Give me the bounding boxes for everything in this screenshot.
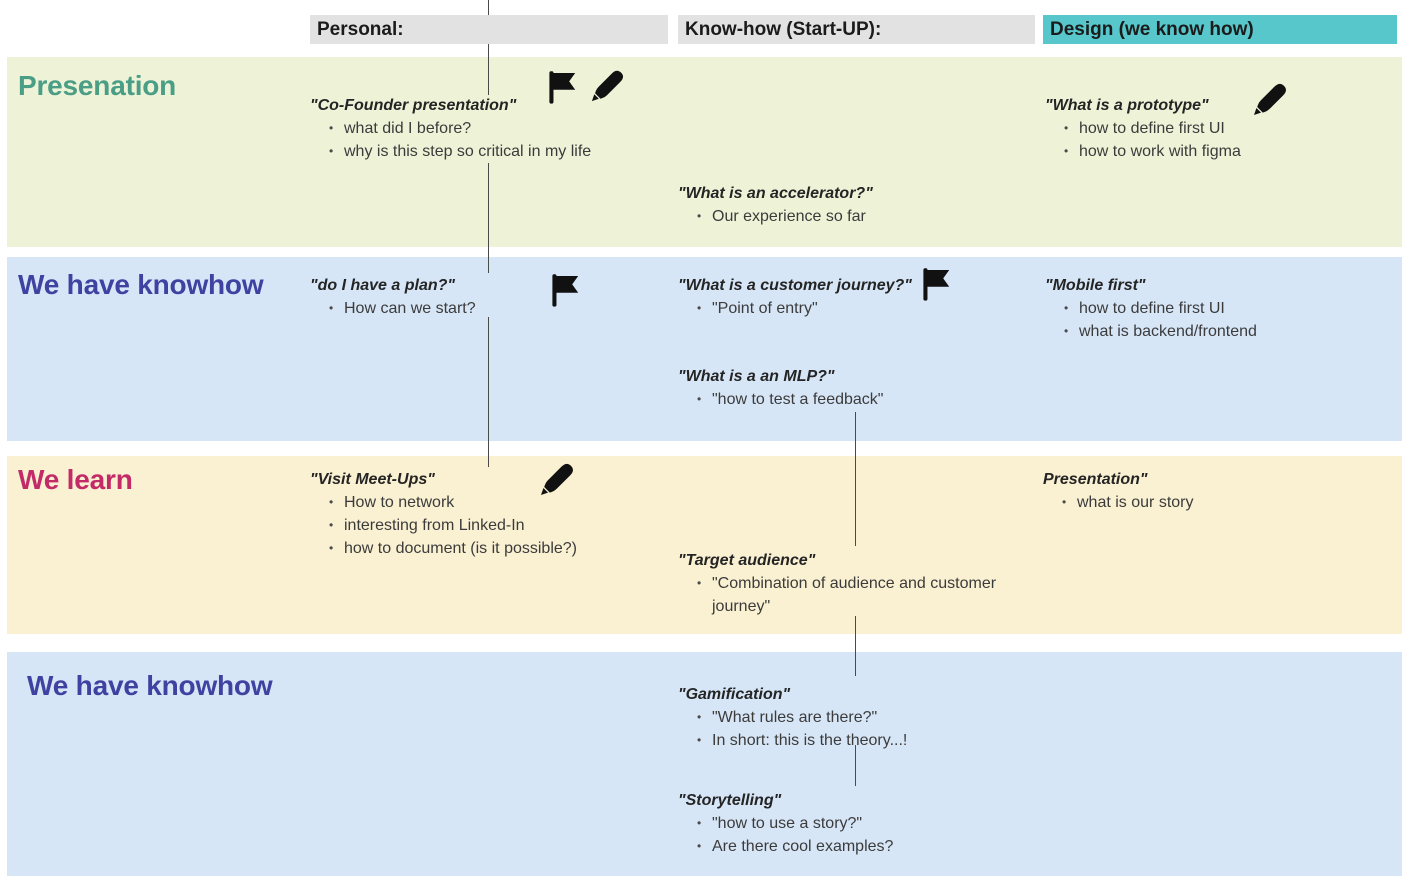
card-do-i-have-a-plan[interactable] — [310, 275, 476, 320]
flag-icon[interactable] — [549, 273, 581, 309]
flag-icon[interactable] — [920, 267, 952, 303]
column-header-know-how[interactable]: Know-how (Start-UP): — [678, 15, 1035, 44]
card-title: "What is an accelerator?" — [678, 185, 873, 202]
bullet-list — [1045, 297, 1257, 343]
bullet-item: • How to network — [344, 491, 577, 514]
card-what-is-a-prototype[interactable] — [1045, 95, 1241, 163]
bullet-item: • In short: this is the theory...! — [712, 729, 907, 752]
card-title: "What is a prototype" — [1045, 97, 1209, 114]
flag-icon[interactable] — [546, 70, 578, 106]
bullet-item: • how to define first UI — [1079, 117, 1241, 140]
pencil-icon[interactable] — [1251, 80, 1289, 118]
bullet-list — [678, 812, 893, 858]
bullet-item: • how to work with figma — [1079, 140, 1241, 163]
connector-line-segment — [488, 317, 489, 467]
card-title: "Visit Meet-Ups" — [310, 471, 435, 488]
bullet-item: • "how to test a feedback" — [712, 388, 883, 411]
card-title: "Gamification" — [678, 686, 791, 703]
bullet-item: • what did I before? — [344, 117, 591, 140]
bullet-list — [678, 388, 883, 411]
row-label-we-have-knowhow[interactable]: We have knowhow — [18, 269, 264, 300]
card-what-is-an-accelerator[interactable] — [678, 183, 873, 228]
card-customer-journey[interactable] — [678, 275, 912, 320]
column-header-design[interactable]: Design (we know how) — [1043, 15, 1397, 44]
card-title: "Co-Founder presentation" — [310, 97, 517, 114]
bullet-item: • "Point of entry" — [712, 297, 912, 320]
bullet-list — [678, 205, 873, 228]
column-header-personal[interactable]: Personal: — [310, 15, 668, 44]
bullet-list — [310, 491, 577, 560]
card-what-is-an-mlp[interactable] — [678, 366, 883, 411]
bullet-item: • "What rules are there?" — [712, 706, 907, 729]
card-mobile-first[interactable] — [1045, 275, 1257, 343]
bullet-item: • How can we start? — [344, 297, 476, 320]
card-storytelling[interactable] — [678, 790, 893, 858]
bullet-list — [678, 297, 912, 320]
card-title: Presentation" — [1043, 471, 1148, 488]
bullet-item: • Our experience so far — [712, 205, 873, 228]
bullet-item: • Are there cool examples? — [712, 835, 893, 858]
bullet-item: • how to document (is it possible?) — [344, 537, 577, 560]
card-title: "Target audience" — [678, 552, 816, 569]
row-label-we-learn[interactable]: We learn — [18, 464, 133, 495]
card-title: "What is a customer journey?" — [678, 277, 912, 294]
card-title: "Mobile first" — [1045, 277, 1146, 294]
bullet-item: • "how to use a story?" — [712, 812, 893, 835]
bullet-list — [310, 297, 476, 320]
card-visit-meet-ups[interactable] — [310, 469, 577, 560]
card-presentation[interactable] — [1043, 469, 1193, 514]
card-target-audience[interactable] — [678, 550, 1018, 618]
bullet-list — [678, 572, 1018, 618]
bullet-list — [1043, 491, 1193, 514]
pencil-icon[interactable] — [538, 460, 576, 498]
row-label-presenation[interactable]: Presenation — [18, 70, 177, 101]
bullet-list — [678, 706, 907, 752]
bullet-list — [310, 117, 591, 163]
card-title: "Storytelling" — [678, 792, 782, 809]
connector-line-segment — [488, 163, 489, 273]
bullet-item: • what is backend/frontend — [1079, 320, 1257, 343]
bullet-item: • what is our story — [1077, 491, 1193, 514]
bullet-item: • "Combination of audience and customer journey" — [712, 572, 1018, 618]
connector-line-segment — [855, 616, 856, 676]
bullet-item: • why is this step so critical in my life — [344, 140, 591, 163]
bullet-item: • interesting from Linked-In — [344, 514, 577, 537]
bullet-item: • how to define first UI — [1079, 297, 1257, 320]
pencil-icon[interactable] — [589, 67, 626, 104]
card-title: "What is a an MLP?" — [678, 368, 835, 385]
card-title: "do I have a plan?" — [310, 277, 455, 294]
card-gamification[interactable] — [678, 684, 907, 752]
row-label-we-have-knowhow-2[interactable]: We have knowhow — [27, 670, 273, 701]
connector-line-segment — [855, 412, 856, 546]
bullet-list — [1045, 117, 1241, 163]
